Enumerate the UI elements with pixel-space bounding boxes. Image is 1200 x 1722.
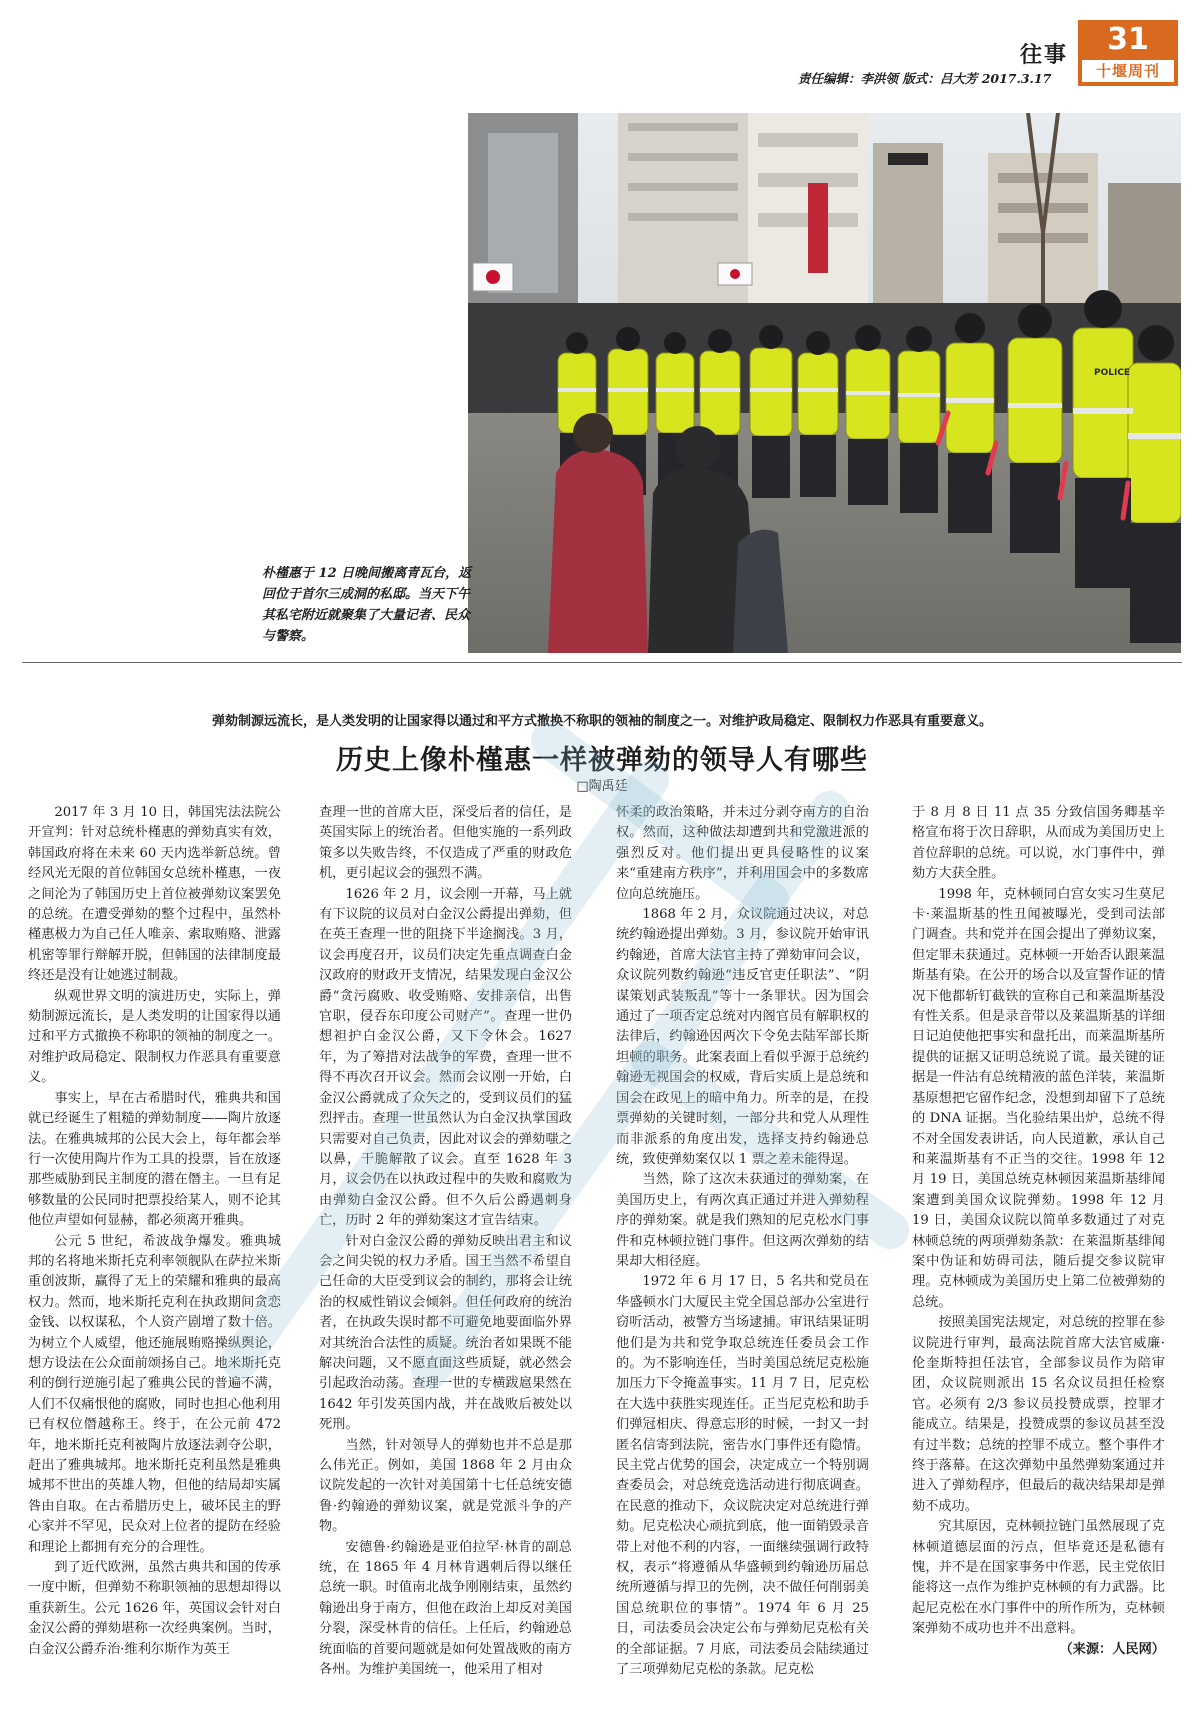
section-title: 往事 [1020, 42, 1069, 68]
article-byline: □陶禹廷 [576, 779, 628, 794]
paragraph: 1972 年 6 月 17 日，5 名共和党员在华盛顿水门大厦民主党全国总部办公室进行窃听活动，被警方当场逮捕。审讯结果证明他们是为共和党争取总统连任委员会工作的。为不影响连任，当时美国总统尼克松施加压力下令掩盖事实。11 月 7 日，尼克松在大选中获胜实现连任。正当尼克松和助手们弹冠相庆、得意忘形的时候，一封又一封匿名信寄到法院，密告水门事件还有隐情。民主党占优势的国会，决定成立一个特别调查委员会，对总统竞选活动进行彻底调查。在民意的推动下，众议院决定对总统进行弹劾。尼克松决心顽抗到底，他一面销毁录音带上对他不利的内容，一面继续强调行政特权，表示“将遵循从华盛顿到约翰逊历届总统所遵循与捍卫的先例，决不做任何削弱美国总统职位的事情”。1974 年 6 月 25 日，司法委员会决定公布与弹劾尼克松有关的全部证据。7 月底，司法委员会陆续通过了三项弹劾尼克松的条款。尼克松 [616, 1274, 869, 1678]
paragraph: 1868 年 2 月，众议院通过决议，对总统约翰逊提出弹劾。3 月，参议院开始审讯约翰逊，首席大法官主持了弹劾审问会议，众议院列数约翰逊“违反官吏任职法”、“阴谋策划武装叛乱”等十一条罪状。因为国会通过了一项否定总统对内阁官员有解职权的法律后，约翰逊因两次下令免去陆军部长斯坦顿的职务。此案表面上看似乎源于总统约翰逊无视国会的权威，背后实质上是总统和国会在政见上的暗中角力。所幸的是，在投票弹劾的关键时刻，一部分共和党人从理性而非派系的角度出发，选择支持约翰逊总统，致使弹劾案仅以 1 票之差未能得逞。 [616, 907, 869, 1167]
protest-photo [468, 113, 1181, 653]
page-badge [1078, 20, 1178, 86]
paragraph: 查理一世的首席大臣，深受后者的信任，是英国实际上的统治者。但他实施的一系列政策多以失败告终，不仅造成了严重的财政危机，更引起议会的强烈不满。 [319, 805, 572, 882]
paragraph: 到了近代欧洲，虽然古典共和国的传承一度中断，但弹劾不称职领袖的思想却得以重获新生。公元 1626 年，英国议会针对白金汉公爵的弹劾堪称一次经典案例。当时，白金汉公爵乔治·维利尔斯作为英王 [28, 1560, 281, 1657]
photo-caption: 朴槿惠于 12 日晚间搬离青瓦台，返回位于首尔三成洞的私邸。当天下午其私宅附近就聚集了大量记者、民众与警察。 [262, 566, 472, 644]
article-source: （来源：人民网） [1059, 1641, 1165, 1657]
paragraph: 纵观世界文明的演进历史，实际上，弹劾制源远流长，是人类发明的让国家得以通过和平方式撤换不称职的领袖的制度之一。对维护政局稳定、限制权力作恶具有重要意义。 [28, 988, 281, 1086]
article-column-3 [616, 803, 869, 1708]
paragraph: 针对白金汉公爵的弹劾反映出君主和议会之间尖锐的权力矛盾。国王当然不希望自己任命的大臣受到议会的制约，那将会让统治的权威性销议会倾斜。但任何政府的统治者，在执政失误时都不可避免地要面临外界对其统治合法性的质疑。统治者如果既不能解决问题，又不愿直面这些质疑，就必然会引起政治动荡。查理一世的专横跋扈果然在 1642 年引发英国内战，并在战败后被处以死刑。 [319, 1233, 572, 1433]
article-column-4 [912, 803, 1165, 1708]
paragraph: 于 8 月 8 日 11 点 35 分致信国务卿基辛格宣布将于次日辞职，从而成为美国历史上首位辞职的总统。可以说，水门事件中，弹劾方大获全胜。 [912, 805, 1165, 882]
article-column-2 [319, 803, 572, 1708]
paragraph: 当然，除了这次未获通过的弹劾案，在美国历史上，有两次真正通过并进入弹劾程序的弹劾案。就是我们熟知的尼克松水门事件和克林顿拉链门事件。但这两次弹劾的结果却大相径庭。 [616, 1172, 869, 1269]
article-column-1 [28, 803, 281, 1708]
paragraph: 怀柔的政治策略，并未过分剥夺南方的自治权。然而，这种做法却遭到共和党激进派的强烈反对。他们提出更具侵略性的议案来“重建南方秩序”，并利用国会中的多数席位向总统施压。 [616, 805, 869, 902]
paragraph: 1998 年，克林顿同白宫女实习生莫尼卡·莱温斯基的性丑闻被曝光，受到司法部门调查。共和党并在国会提出了弹劾议案，但定罪未获通过。克林顿一开始否认跟莱温斯基有染。在公开的场合以及宣誓作证的情况下他都斩钉截铁的宣称自己和莱温斯基没有性关系。但是录音带以及莱温斯基的详细日记迫使他把事实和盘托出，而莱温斯基所提供的证据又证明总统说了谎。最关键的证据是一件沾有总统精液的蓝色洋装，莱温斯基原想把它留作纪念，没想到却留下了总统的 DNA 证据。当化验结果出炉，总统不得不对全国发表讲话，向人民道歉，承认自己和莱温斯基有不正当的交往。1998 年 12 月 19 日，美国总统克林顿因莱温斯基绯闻案遭到美国众议院弹劾。1998 年 12 月 19 日，美国众议院以简单多数通过了对克林顿总统的两项弹劾条款：在莱温斯基绯闻案中伪证和妨碍司法，随后提交参议院审理。克林顿成为美国历史上第二位被弹劾的总统。 [912, 886, 1165, 1310]
article-summary: 弹劾制源远流长，是人类发明的让国家得以通过和平方式撤换不称职的领袖的制度之一。对维护政局稳定、限制权力作恶具有重要意义。 [211, 714, 992, 729]
paragraph: 公元 5 世纪，希波战争爆发。雅典城邦的名将地米斯托克利率领舰队在萨拉米斯重创波斯，赢得了无上的荣耀和雅典的最高权力。然而，地米斯托克利在执政期间贪恋金钱、以权谋私，个人资产剧增了数十倍。为树立个人威望，他还施展贿赂操纵舆论，想方设法在公众面前颂扬自己。地米斯托克利的倒行逆施引起了雅典公民的普遍不满，人们不仅痛恨他的腐败，同时也担心他利用已有权位僭越称王。终于，在公元前 472 年，地米斯托克利被陶片放逐法剥夺公职，赶出了雅典城邦。地米斯托克利虽然是雅典城邦不世出的英雄人物，但他的结局却实属咎由自取。在古希腊历史上，破坏民主的野心家并不罕见，民众对上位者的提防在经验和理论上都拥有充分的合理性。 [28, 1233, 281, 1555]
divider [22, 662, 1182, 663]
paragraph: 事实上，早在古希腊时代，雅典共和国就已经诞生了粗糙的弹劾制度——陶片放逐法。在雅典城邦的公民大会上，每年都会举行一次使用陶片作为工具的投票，旨在放逐那些威胁到民主制度的潜在僭主。一旦有足够数量的公民同时把票投给某人，则不论其他位声望如何显赫，都必须离开雅典。 [28, 1090, 281, 1229]
paragraph: 按照美国宪法规定，对总统的控罪在参议院进行审判，最高法院首席大法官威廉·伦奎斯特担任法官，全部参议员作为陪审团，众议院则派出 15 名众议员担任检察官。必须有 2/3 参议员投赞成票，控罪才能成立。结果是，投赞成票的参议员甚至没有过半数；总统的控罪不成立。整个事件才终于落幕。在这次弹劾中虽然弹劾案通过并进入了弹劾程序，但最后的裁决结果却是弹劾不成功。 [912, 1315, 1165, 1514]
paragraph: 1626 年 2 月，议会刚一开幕，马上就有下议院的议员对白金汉公爵提出弹劾，但在英王查理一世的阻挠下半途搁浅。3 月，议会再度召开，议员们决定先重点调查白金汉政府的财政开支情况，结果发现白金汉公爵“贪污腐败、收受贿赂、安排亲信，出售官职，侵吞东印度公司财产”。查理一世仍想袒护白金汉公爵，又下令休会。1627 年，为了筹措对法战争的军费，查理一世不得不再次召开议会。然而会议刚一开始，白金汉公爵就成了众矢之的，受到议员们的猛烈抨击。查理一世虽然认为白金汉执掌国政只需要对自己负责，因此对议会的弹劾嗤之以鼻，干脆解散了议会。直至 1628 年 3 月，议会仍在以执政过程中的失败和腐败为由弹劾白金汉公爵。但不久后公爵遇刺身亡，历时 2 年的弹劾案这才宣告结束。 [319, 886, 572, 1229]
police-label: POLICE [1094, 368, 1131, 378]
paragraph: 当然，针对领导人的弹劾也并不总是那么伟光正。例如，美国 1868 年 2 月由众议院发起的一次针对美国第十七任总统安德鲁·约翰逊的弹劾议案，就是党派斗争的产物。 [319, 1437, 572, 1535]
editor-credits: 责任编辑：李洪领 版式：吕大芳 2017.3.17 [798, 71, 1052, 86]
paragraph: 2017 年 3 月 10 日，韩国宪法法院公开宣判：针对总统朴槿惠的弹劾真实有效，韩国政府将在未来 60 天内选举新总统。曾经风光无限的首位韩国女总统朴槿惠，一夜之间沦为了韩国历史上首位被弹劾议案罢免的总统。在遭受弹劾的整个过程中，虽然朴槿惠极力为自己任人唯亲、索取贿赂、泄露机密等罪行辩解开脱，但韩国的法律制度最终还是没有让她逃过制裁。 [28, 805, 281, 984]
article-headline: 历史上像朴槿惠一样被弹劾的领导人有哪些 [336, 745, 868, 776]
paragraph: 究其原因，克林顿拉链门虽然展现了克林顿道德层面的污点，但毕竟还是私德有愧，并不是在国家事务中作恶，民主党依旧能将这一点作为维护克林顿的有力武器。比起尼克松在水门事件中的所作所为，克林顿案弹劾不成功也并不出意料。 [912, 1519, 1165, 1637]
paragraph: 安德鲁·约翰逊是亚伯拉罕·林肯的副总统，在 1865 年 4 月林肯遇刺后得以继任总统一职。时值南北战争刚刚结束，虽然约翰逊出身于南方，但他在政治上却反对美国分裂，深受林肯的信任。上任后，约翰逊总统面临的首要问题就是如何处置战败的南方各州。为维护美国统一，他采用了相对 [319, 1539, 572, 1678]
newspaper-name: 十堰周刊 [1082, 60, 1174, 82]
page-number: 31 [1107, 22, 1149, 57]
